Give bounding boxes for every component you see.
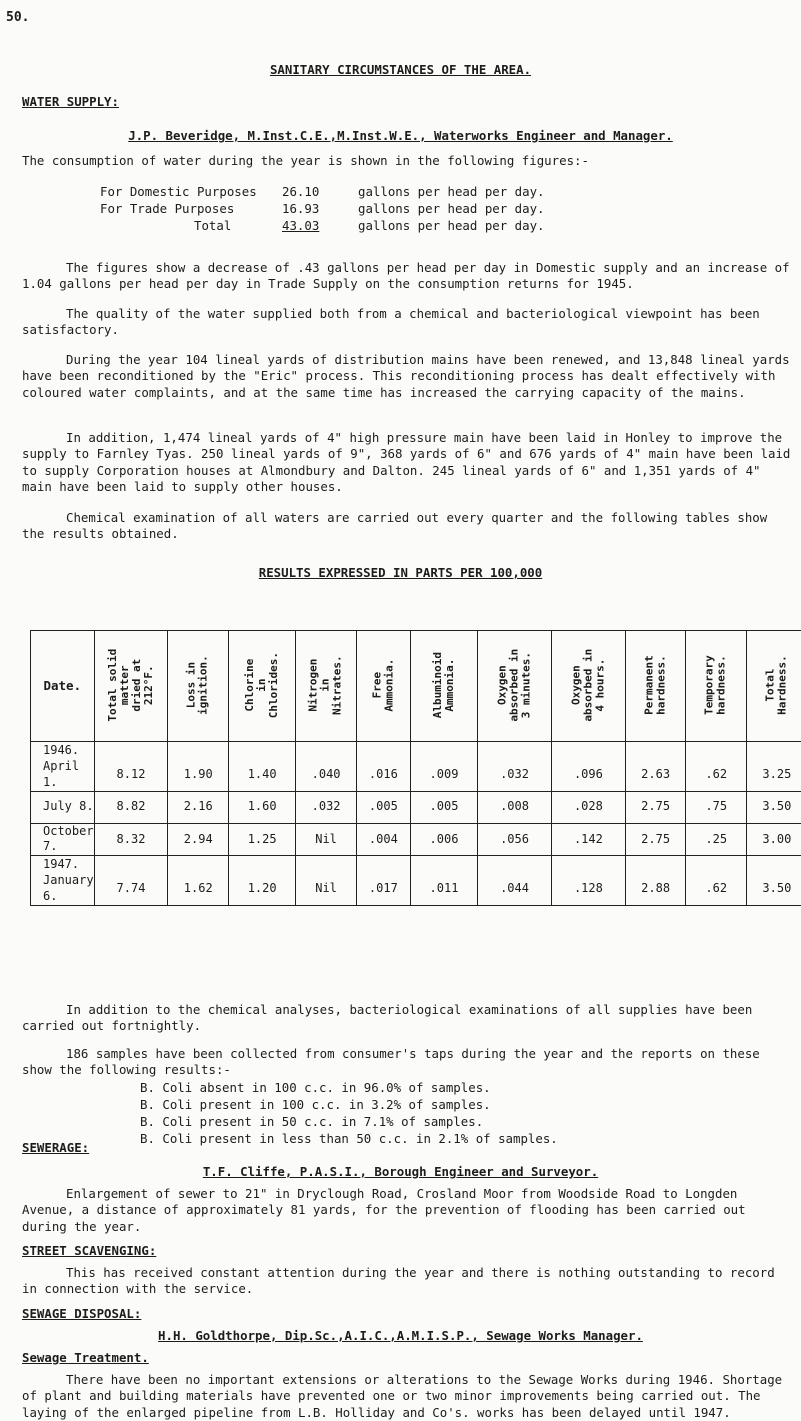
year-label: 1946. xyxy=(31,742,95,760)
header-temporary: Temporary hardness. xyxy=(686,631,747,742)
table-row: October 7. 8.32 2.94 1.25 Nil .004 .006 .056 .142 2.75 .25 3.00 xyxy=(31,823,801,856)
consumption-row-trade: For Trade Purposes 16.93 gallons per head per day. xyxy=(100,201,545,218)
sewerage-officer: T.F. Cliffe, P.A.S.I., Borough Engineer and Surveyor. xyxy=(0,1164,801,1180)
table-year-row xyxy=(31,742,801,760)
consumption-row-total: Total 43.03 gallons per head per day. xyxy=(100,218,545,235)
list-item: B. Coli present in 50 c.c. in 7.1% of samples. xyxy=(140,1114,558,1131)
para-samples: 186 samples have been collected from consumer's taps during the year and the reports on these show the following results:- xyxy=(22,1046,792,1079)
table-row: April 1. 8.12 1.90 1.40 .040 .016 .009 .032 .096 2.63 .62 3.25 xyxy=(31,759,801,791)
sewage-disposal-heading: SEWAGE DISPOSAL: xyxy=(22,1306,141,1322)
list-item: B. Coli present in less than 50 c.c. in 2.1% of samples. xyxy=(140,1131,558,1148)
header-free-ammonia: Free Ammonia. xyxy=(356,631,410,742)
para-quality: The quality of the water supplied both from a chemical and bacteriological viewpoint has been satisfactory. xyxy=(22,306,792,339)
header-loss-ignition: Loss in ignition. xyxy=(168,631,229,742)
para-chemical: Chemical examination of all waters are carried out every quarter and the following tables show the results obtained. xyxy=(22,510,792,543)
para-mains: During the year 104 lineal yards of distribution mains have been renewed, and 13,848 lineal yards have been reconditioned by the "Eric" process. This reconditioning process has dealt effectively with coloured water complaints, and at the same time has increased the carrying capacity of the mains. xyxy=(22,352,792,401)
list-item: B. Coli absent in 100 c.c. in 96.0% of samples. xyxy=(140,1080,558,1097)
sewage-disposal-officer: H.H. Goldthorpe, Dip.Sc.,A.I.C.,A.M.I.S.P., Sewage Works Manager. xyxy=(0,1328,801,1344)
header-oxygen-3min: Oxygen absorbed in 3 minutes. xyxy=(478,631,552,742)
sewerage-text: Enlargement of sewer to 21" in Dryclough Road, Crosland Moor from Woodside Road to Longden Avenue, a distance of approximately 81 yards, for the prevention of flooding has been carried out during the year. xyxy=(22,1186,792,1235)
table-row: January 6. 7.74 1.62 1.20 Nil .017 .011 .044 .128 2.88 .62 3.50 xyxy=(31,873,801,905)
header-total-solid: Total solid matter dried at 212°F. xyxy=(94,631,168,742)
page-title: SANITARY CIRCUMSTANCES OF THE AREA. xyxy=(0,62,801,78)
para-bacteriological: In addition to the chemical analyses, bacteriological examinations of all supplies have been carried out fortnightly. xyxy=(22,1002,792,1035)
para-addition: In addition, 1,474 lineal yards of 4" high pressure main have been laid in Honley to improve the supply to Farnley Tyas. 250 lineal yards of 9", 368 yards of 6" and 676 yards of 4" main have been laid to supply Corporation houses at Almondbury and Dalton. 245 lineal yards of 6" and 1,351 yards of 4" main have been laid to supply other houses. xyxy=(22,430,792,496)
list-item: B. Coli present in 100 c.c. in 3.2% of samples. xyxy=(140,1097,558,1114)
para-decrease: The figures show a decrease of .43 gallons per head per day in Domestic supply and an increase of 1.04 gallons per head per day in Trade Supply on the consumption returns for 1945. xyxy=(22,260,792,293)
header-permanent: Permanent hardness. xyxy=(625,631,686,742)
header-albuminoid: Albuminoid Ammonia. xyxy=(410,631,477,742)
results-table xyxy=(30,630,801,906)
results-title: RESULTS EXPRESSED IN PARTS PER 100,000 xyxy=(0,565,801,581)
header-oxygen-4hr: Oxygen absorbed in 4 hours. xyxy=(551,631,625,742)
table-year-row xyxy=(31,856,801,874)
sewerage-heading: SEWERAGE: xyxy=(22,1140,89,1156)
header-date: Date. xyxy=(31,631,95,742)
street-scavenging-text: This has received constant attention during the year and there is nothing outstanding to record in connection with the service. xyxy=(22,1265,792,1298)
header-chlorine: Chlorine in Chlorides. xyxy=(229,631,296,742)
consumption-row-domestic: For Domestic Purposes 26.10 gallons per head per day. xyxy=(100,184,545,201)
coli-results xyxy=(140,1080,558,1148)
header-total-hardness: Total Hardness. xyxy=(747,631,801,742)
sewage-treatment-heading: Sewage Treatment. xyxy=(22,1350,149,1366)
consumption-list xyxy=(100,184,545,235)
street-scavenging-heading: STREET SCAVENGING: xyxy=(22,1243,156,1259)
consumption-intro: The consumption of water during the year is shown in the following figures:- xyxy=(22,153,589,169)
table-row: July 8. 8.82 2.16 1.60 .032 .005 .005 .008 .028 2.75 .75 3.50 xyxy=(31,791,801,823)
water-supply-heading: WATER SUPPLY: xyxy=(22,94,119,110)
water-supply-officer: J.P. Beveridge, M.Inst.C.E.,M.Inst.W.E., Waterworks Engineer and Manager. xyxy=(0,128,801,144)
page-number: 50. xyxy=(6,9,29,26)
year-label: 1947. xyxy=(31,856,95,874)
header-nitrogen: Nitrogen in Nitrates. xyxy=(296,631,357,742)
sewage-disposal-text: There have been no important extensions or alterations to the Sewage Works during 1946. Shortage of plant and building materials have prevented one or two minor improvements being carried out. The laying of the enlarged pipeline from L.B. Holliday and Co's. works has been delayed until 1947. xyxy=(22,1372,792,1421)
